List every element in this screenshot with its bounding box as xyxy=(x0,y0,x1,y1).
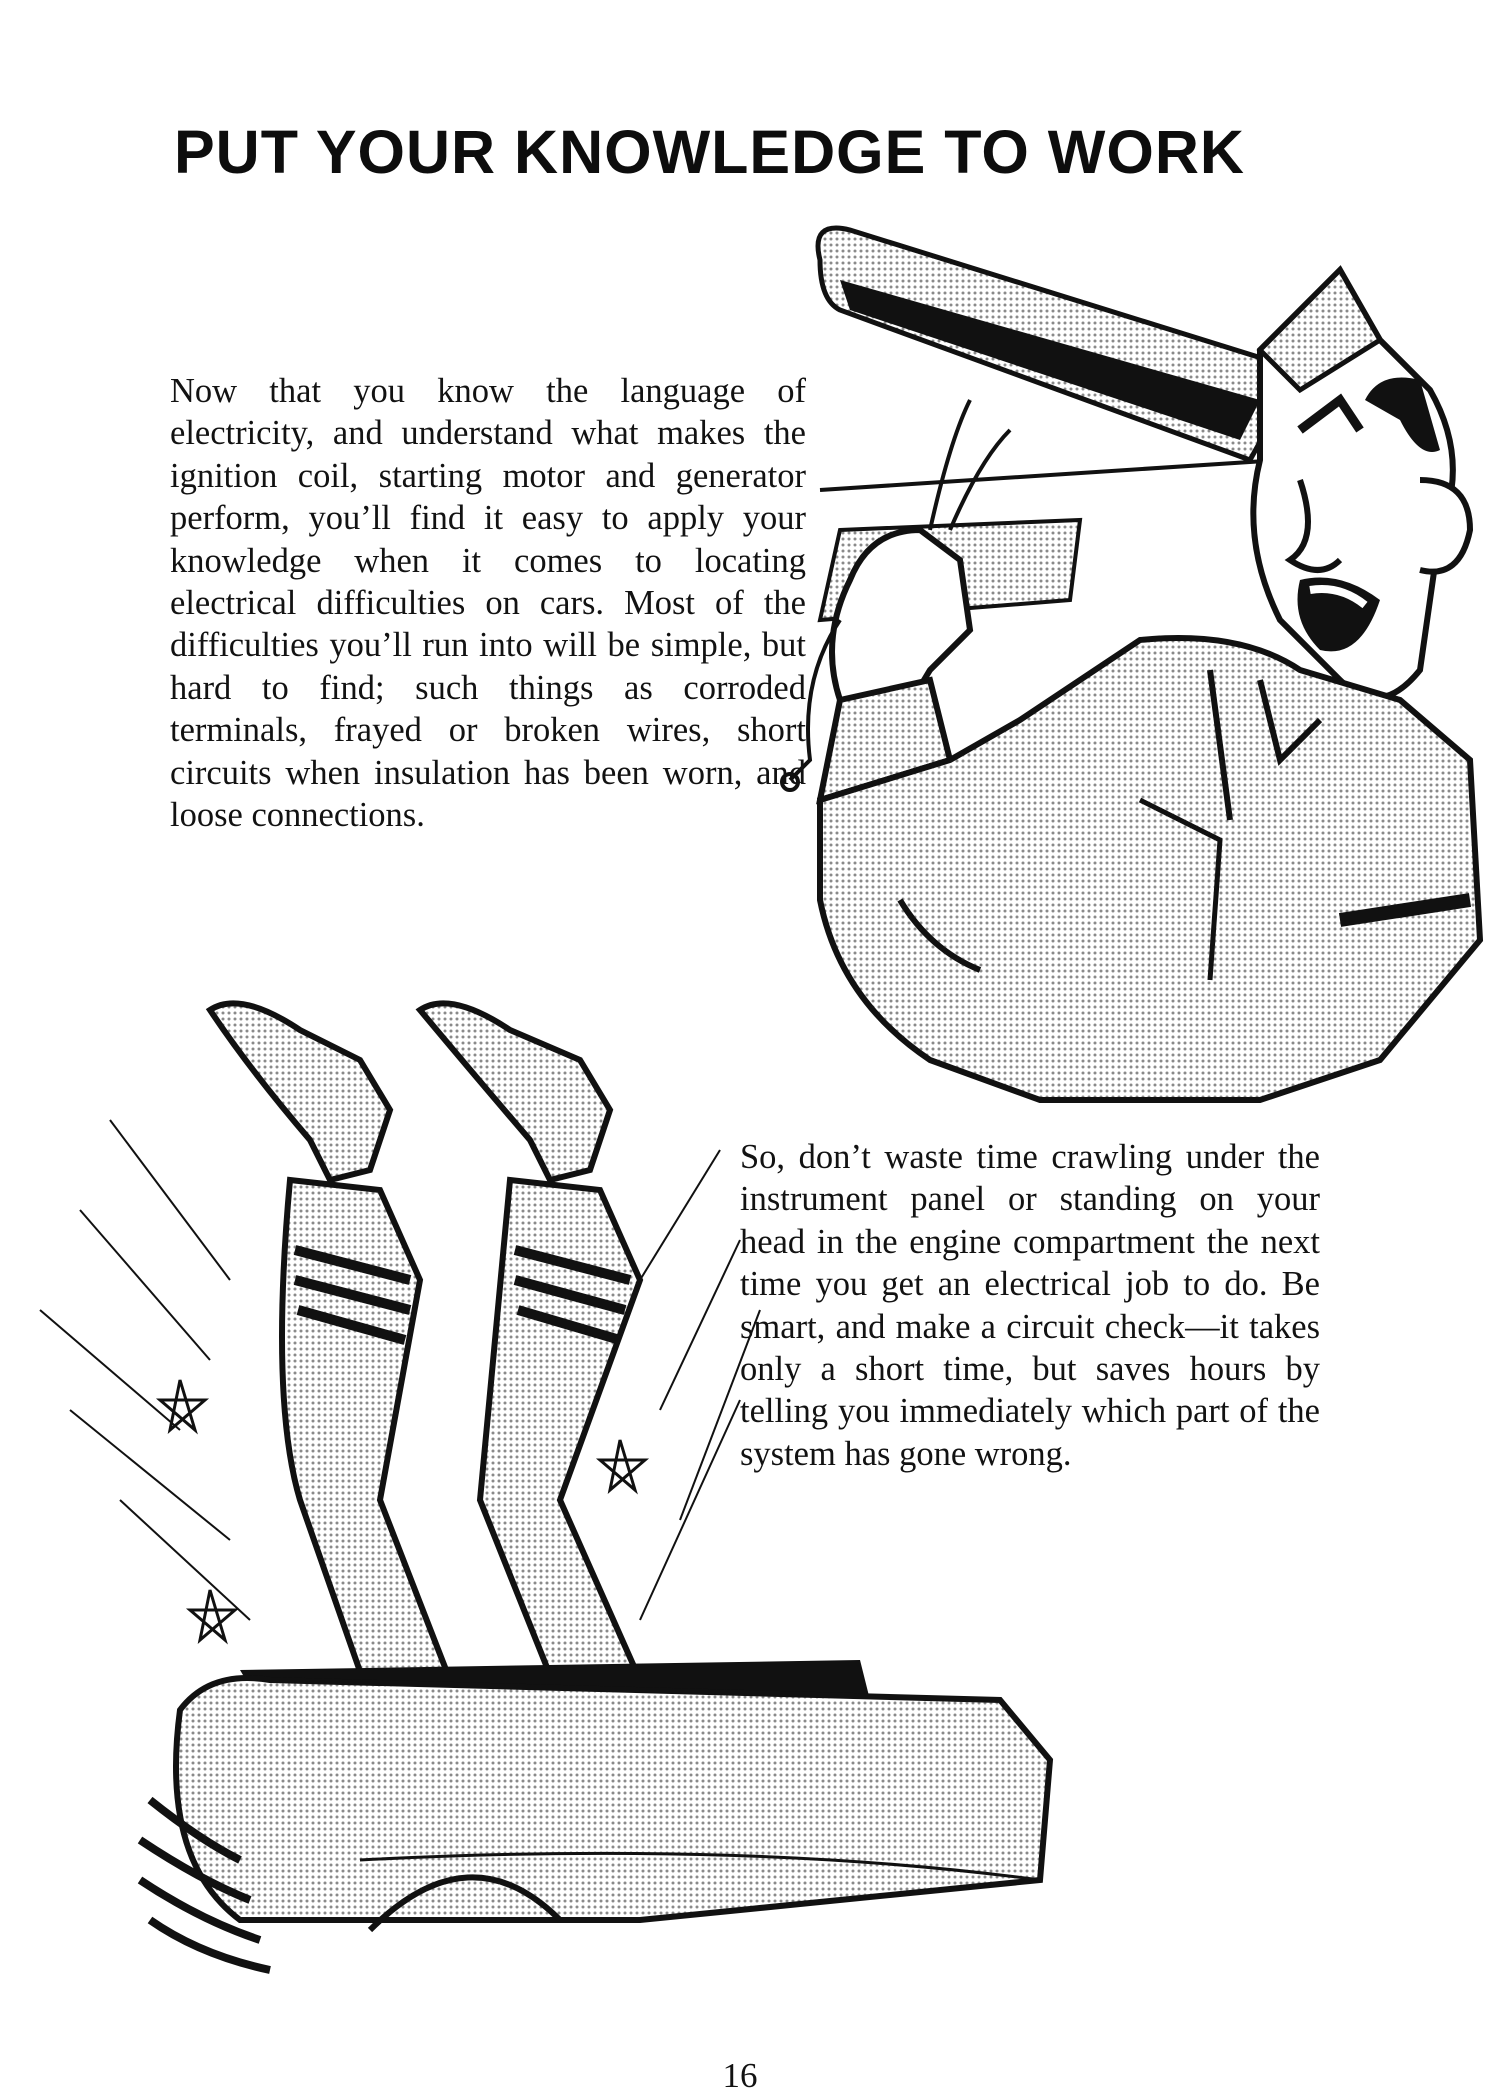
page-number: 16 xyxy=(722,2056,758,2095)
page-title: PUT YOUR KNOWLEDGE TO WORK xyxy=(174,118,1245,186)
circuit-check-paragraph: So, don’t waste time crawling under the instrument panel or standing on your head in the engine compartment the next time you get an electrical job to do. Be smart, and make a circuit check—it takes only a short time, but saves hours by telling you immediately which part of the system has gone wrong. xyxy=(740,1138,1320,1473)
intro-paragraph: Now that you know the language of electricity, and understand what makes the ignition coil, starting motor and generator perform, you’ll find it easy to apply your knowledge when it comes to locating electrical difficulties on cars. Most of the difficulties you’ll run into will be simple, but hard to find; such things as corroded terminals, frayed or broken wires, short circuits when insulation has been worn, and loose connections. xyxy=(170,372,806,835)
legs-in-engine-illustration xyxy=(40,980,1090,2000)
